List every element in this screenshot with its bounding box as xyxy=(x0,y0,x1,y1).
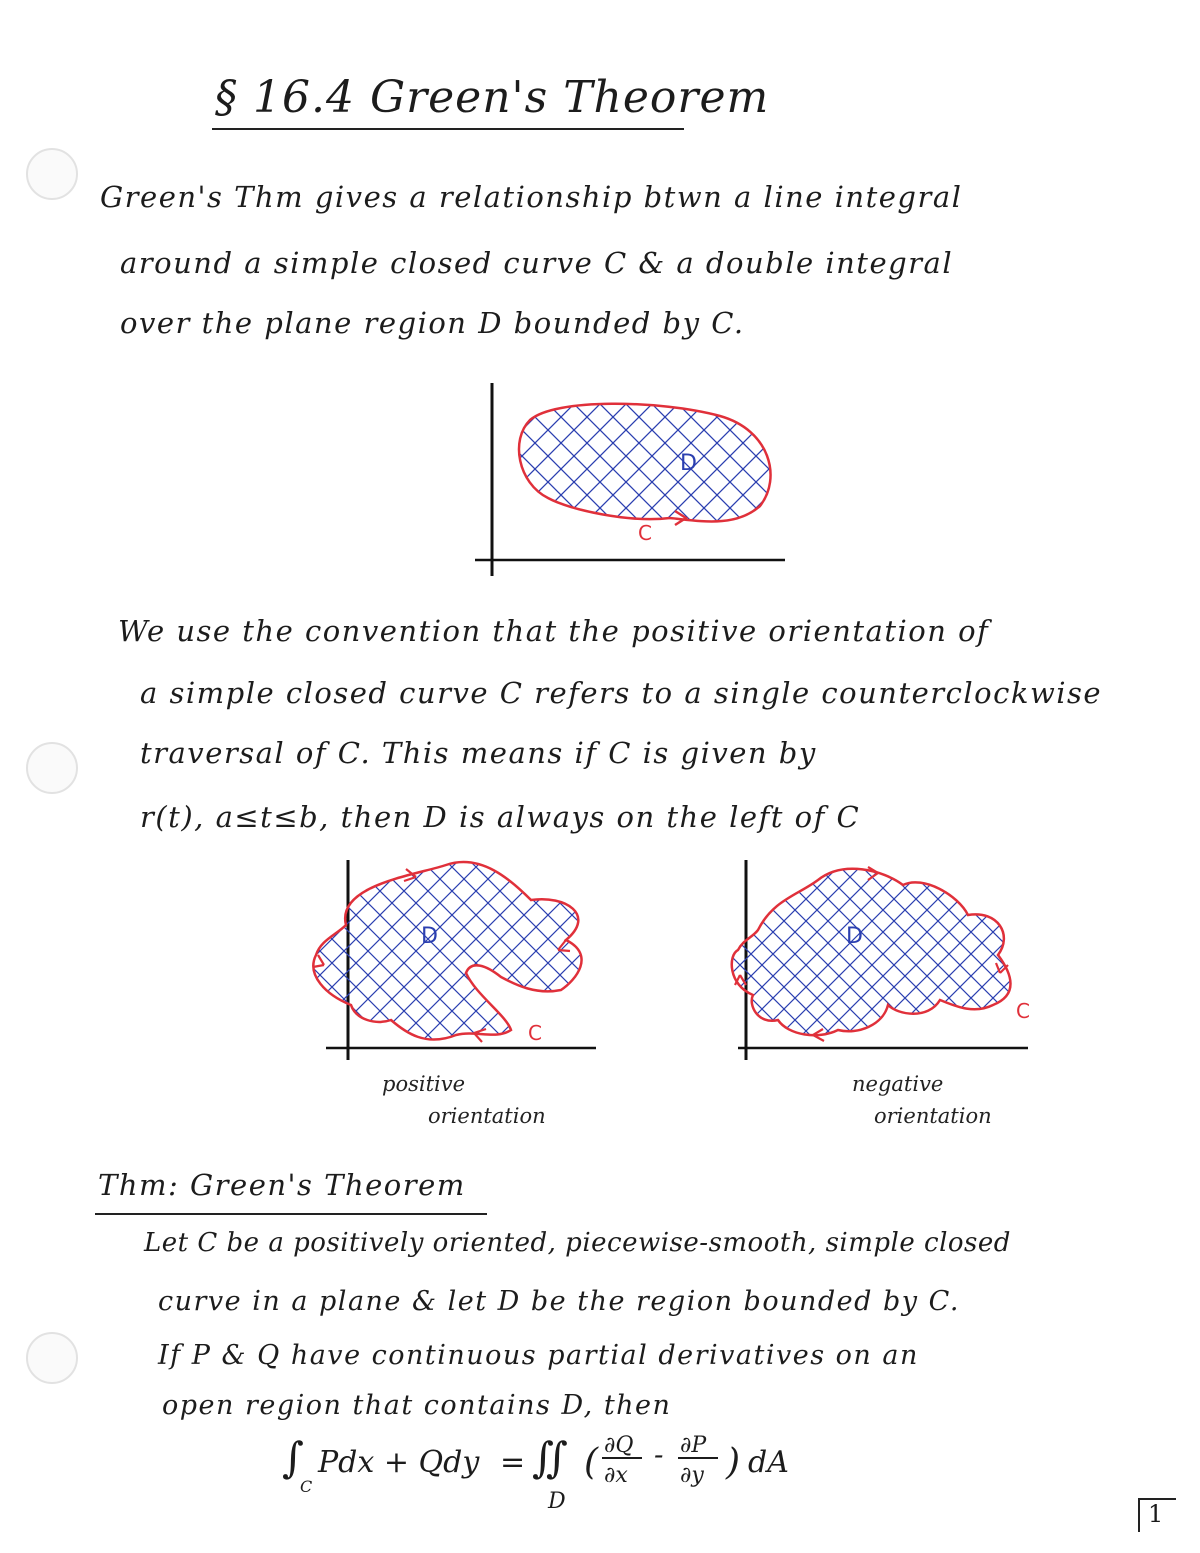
pos-caption-line-2: orientation xyxy=(428,1104,546,1128)
frac2-denominator: ∂y xyxy=(680,1463,704,1488)
intro-line-2: around a simple closed curve C & a double integral xyxy=(120,246,954,280)
region-label-d: D xyxy=(680,451,697,476)
neg-caption-line-1: negative xyxy=(852,1072,944,1096)
frac1-denominator: ∂x xyxy=(604,1463,628,1488)
curve-label-c: C xyxy=(638,521,652,545)
convention-line-4: r(t), a≤t≤b, then D is always on the left of C xyxy=(140,800,861,834)
frac1-numerator: ∂Q xyxy=(604,1433,634,1458)
double-integral-subscript: D xyxy=(548,1489,566,1514)
binder-hole-middle xyxy=(26,742,78,794)
greens-theorem-formula xyxy=(282,1430,882,1514)
frac2-numerator: ∂P xyxy=(680,1433,707,1458)
pos-region-label: D xyxy=(421,924,438,949)
title-underline xyxy=(212,128,684,130)
theorem-heading-underline xyxy=(95,1213,487,1215)
intro-line-3: over the plane region D bounded by C. xyxy=(120,306,745,340)
convention-line-1: We use the convention that the positive orientation of xyxy=(118,614,990,648)
open-paren: ( xyxy=(584,1442,599,1483)
close-paren: ) xyxy=(726,1442,741,1483)
theorem-line-2: curve in a plane & let D be the region bounded by C. xyxy=(158,1286,960,1317)
intro-line-1: Green's Thm gives a relationship btwn a line integral xyxy=(100,180,963,214)
lhs-integrand: Pdx + Qdy xyxy=(318,1445,480,1480)
binder-hole-top xyxy=(26,148,78,200)
page-number: 1 xyxy=(1138,1498,1176,1532)
minus-sign: - xyxy=(654,1438,664,1471)
equals-sign: = xyxy=(500,1445,526,1480)
area-element: dA xyxy=(748,1445,789,1480)
double-integral-sign: ∬ xyxy=(532,1433,568,1482)
diagram-negative-orientation xyxy=(718,855,1048,1065)
page-title: § 16.4 Green's Theorem xyxy=(215,72,770,123)
pos-caption-line-1: positive xyxy=(382,1072,466,1096)
line-integral-subscript: C xyxy=(300,1477,313,1496)
binder-hole-bottom xyxy=(26,1332,78,1384)
pos-curve-label: C xyxy=(528,1021,542,1045)
line-integral-sign: ∫ xyxy=(282,1433,304,1482)
neg-curve-label: C xyxy=(1016,999,1030,1023)
diagram-region-with-curve xyxy=(470,378,790,578)
theorem-line-4: open region that contains D, then xyxy=(162,1390,672,1421)
convention-line-3: traversal of C. This means if C is given by xyxy=(140,736,817,770)
theorem-line-1: Let C be a positively oriented, piecewise-smooth, simple closed xyxy=(144,1228,1011,1258)
theorem-heading: Thm: Green's Theorem xyxy=(98,1168,466,1202)
neg-region-label: D xyxy=(846,924,863,949)
convention-line-2: a simple closed curve C refers to a single counterclockwise xyxy=(140,676,1103,710)
neg-caption-line-2: orientation xyxy=(874,1104,992,1128)
theorem-line-3: If P & Q have continuous partial derivatives on an xyxy=(158,1340,919,1371)
diagram-positive-orientation xyxy=(296,855,616,1065)
